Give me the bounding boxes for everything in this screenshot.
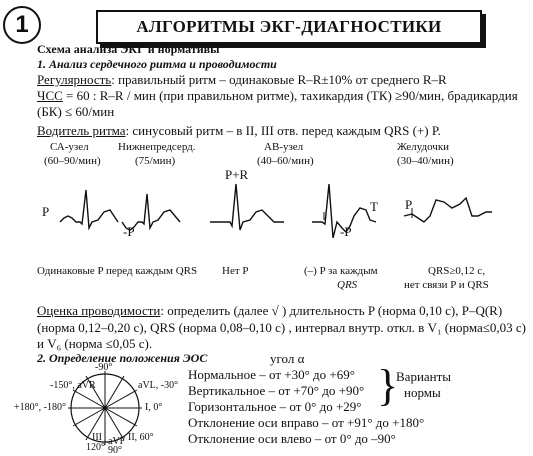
pacemaker-rate-av: (40–60/мин) xyxy=(257,155,314,167)
hr-text: = 60 : R–R / мин (при правильном ритме), тахикардия (ТК) ≥90/мин, брадикардия xyxy=(62,88,518,103)
wave-label-p-sinus: P xyxy=(42,204,50,219)
axis-vertical: Вертикальное – от +70° до +90° xyxy=(188,383,365,398)
hexaxial-label-avf: aVF xyxy=(108,436,126,447)
angle-alpha-label: угол α xyxy=(270,351,305,366)
axis-left-deviation: Отклонение оси влево – от 0° до –90° xyxy=(188,431,396,446)
caption-sinus: Одинаковые P перед каждым QRS xyxy=(37,265,198,277)
variants-brace: } xyxy=(377,361,399,410)
caption-retrograde-p: (–) P за каждым xyxy=(304,265,378,277)
wave-label-neg-p-atrial: -P xyxy=(123,224,135,239)
pacemaker-name-sa: СА-узел xyxy=(50,141,89,153)
caption-av-dissociation: нет связи P и QRS xyxy=(404,279,489,291)
hr-line-2: (БК) ≤ 60/мин xyxy=(37,104,115,119)
hexaxial-label-avl: aVL, -30° xyxy=(138,380,179,391)
section-1-heading: 1. Анализ сердечного ритма и проводимости xyxy=(37,57,277,71)
caption-wide-qrs: QRS≥0,12 с, xyxy=(428,265,486,277)
caption-no-p: Нет P xyxy=(222,265,249,277)
pacemaker-name-av: АВ-узел xyxy=(264,141,304,153)
axis-normal: Нормальное – от +30° до +69° xyxy=(188,367,355,382)
pacemaker-name-lower-atrial: Нижнепредсерд. xyxy=(118,141,196,153)
conduction-text-1: : определить (далее √ ) длительность P (норма 0,10 с), P–Q(R) xyxy=(160,303,503,318)
pacemaker-text: : синусовый ритм – в II, III отв. перед каждым QRS (+) P. xyxy=(125,123,441,138)
hexaxial-label-top: -90° xyxy=(95,362,113,373)
hexaxial-label-bottom: 90° xyxy=(108,445,122,456)
conduction-label: Оценка проводимости xyxy=(37,303,161,318)
section-2-heading: 2. Определение положения ЭОС xyxy=(37,351,208,365)
hexaxial-label-ii: II, 60° xyxy=(128,432,154,443)
scheme-heading: Схема анализа ЭКГ и нормативы xyxy=(37,42,220,56)
conduction-line-3: и V₆ (норма ≤0,05 с). xyxy=(37,336,153,351)
pacemaker-rate-ventricles: (30–40/мин) xyxy=(397,155,454,167)
pacemaker-rate-lower-atrial: (75/мин) xyxy=(135,155,176,167)
axis-right-deviation: Отклонение оси вправо – от +91° до +180° xyxy=(188,415,425,430)
section-number-badge: 1 xyxy=(3,6,41,44)
wave-label-p-plus-r: P+R xyxy=(225,167,249,182)
wave-label-t: T xyxy=(370,199,378,214)
conduction-line-2: (норма 0,12–0,20 с), QRS (норма 0,08–0,10 с) , интервал внутр. откл. в V₁ (норма≤0,03 с) xyxy=(37,320,526,335)
caption-retrograde-p-qrs: QRS xyxy=(337,279,358,291)
regularity-label: Регулярность xyxy=(37,72,112,87)
regularity-text: : правильный ритм – одинаковые R–R±10% от среднего R–R xyxy=(111,72,447,87)
page-title: АЛГОРИТМЫ ЭКГ-ДИАГНОСТИКИ xyxy=(136,17,442,36)
variants-label-2: нормы xyxy=(404,385,441,400)
pacemaker-label: Водитель ритма xyxy=(37,123,126,138)
variants-label-1: Варианты xyxy=(396,369,452,384)
wave-label-p-ventricular: P xyxy=(405,197,413,212)
wave-label-neg-p-retro: -P xyxy=(340,224,352,239)
hexaxial-label-left: +180°, -180° xyxy=(14,402,66,413)
hexaxial-label-iii: III xyxy=(92,432,102,443)
hexaxial-label-avr: -150°, aVR xyxy=(50,380,96,391)
hexaxial-label-iii-deg: 120° xyxy=(86,442,105,453)
hexaxial-label-right: I, 0° xyxy=(145,402,163,413)
hr-label: ЧСС xyxy=(37,88,63,103)
axis-horizontal: Горизонтальное – от 0° до +29° xyxy=(188,399,362,414)
pacemaker-rate-sa: (60–90/мин) xyxy=(44,155,101,167)
pacemaker-name-ventricles: Желудочки xyxy=(397,141,450,153)
